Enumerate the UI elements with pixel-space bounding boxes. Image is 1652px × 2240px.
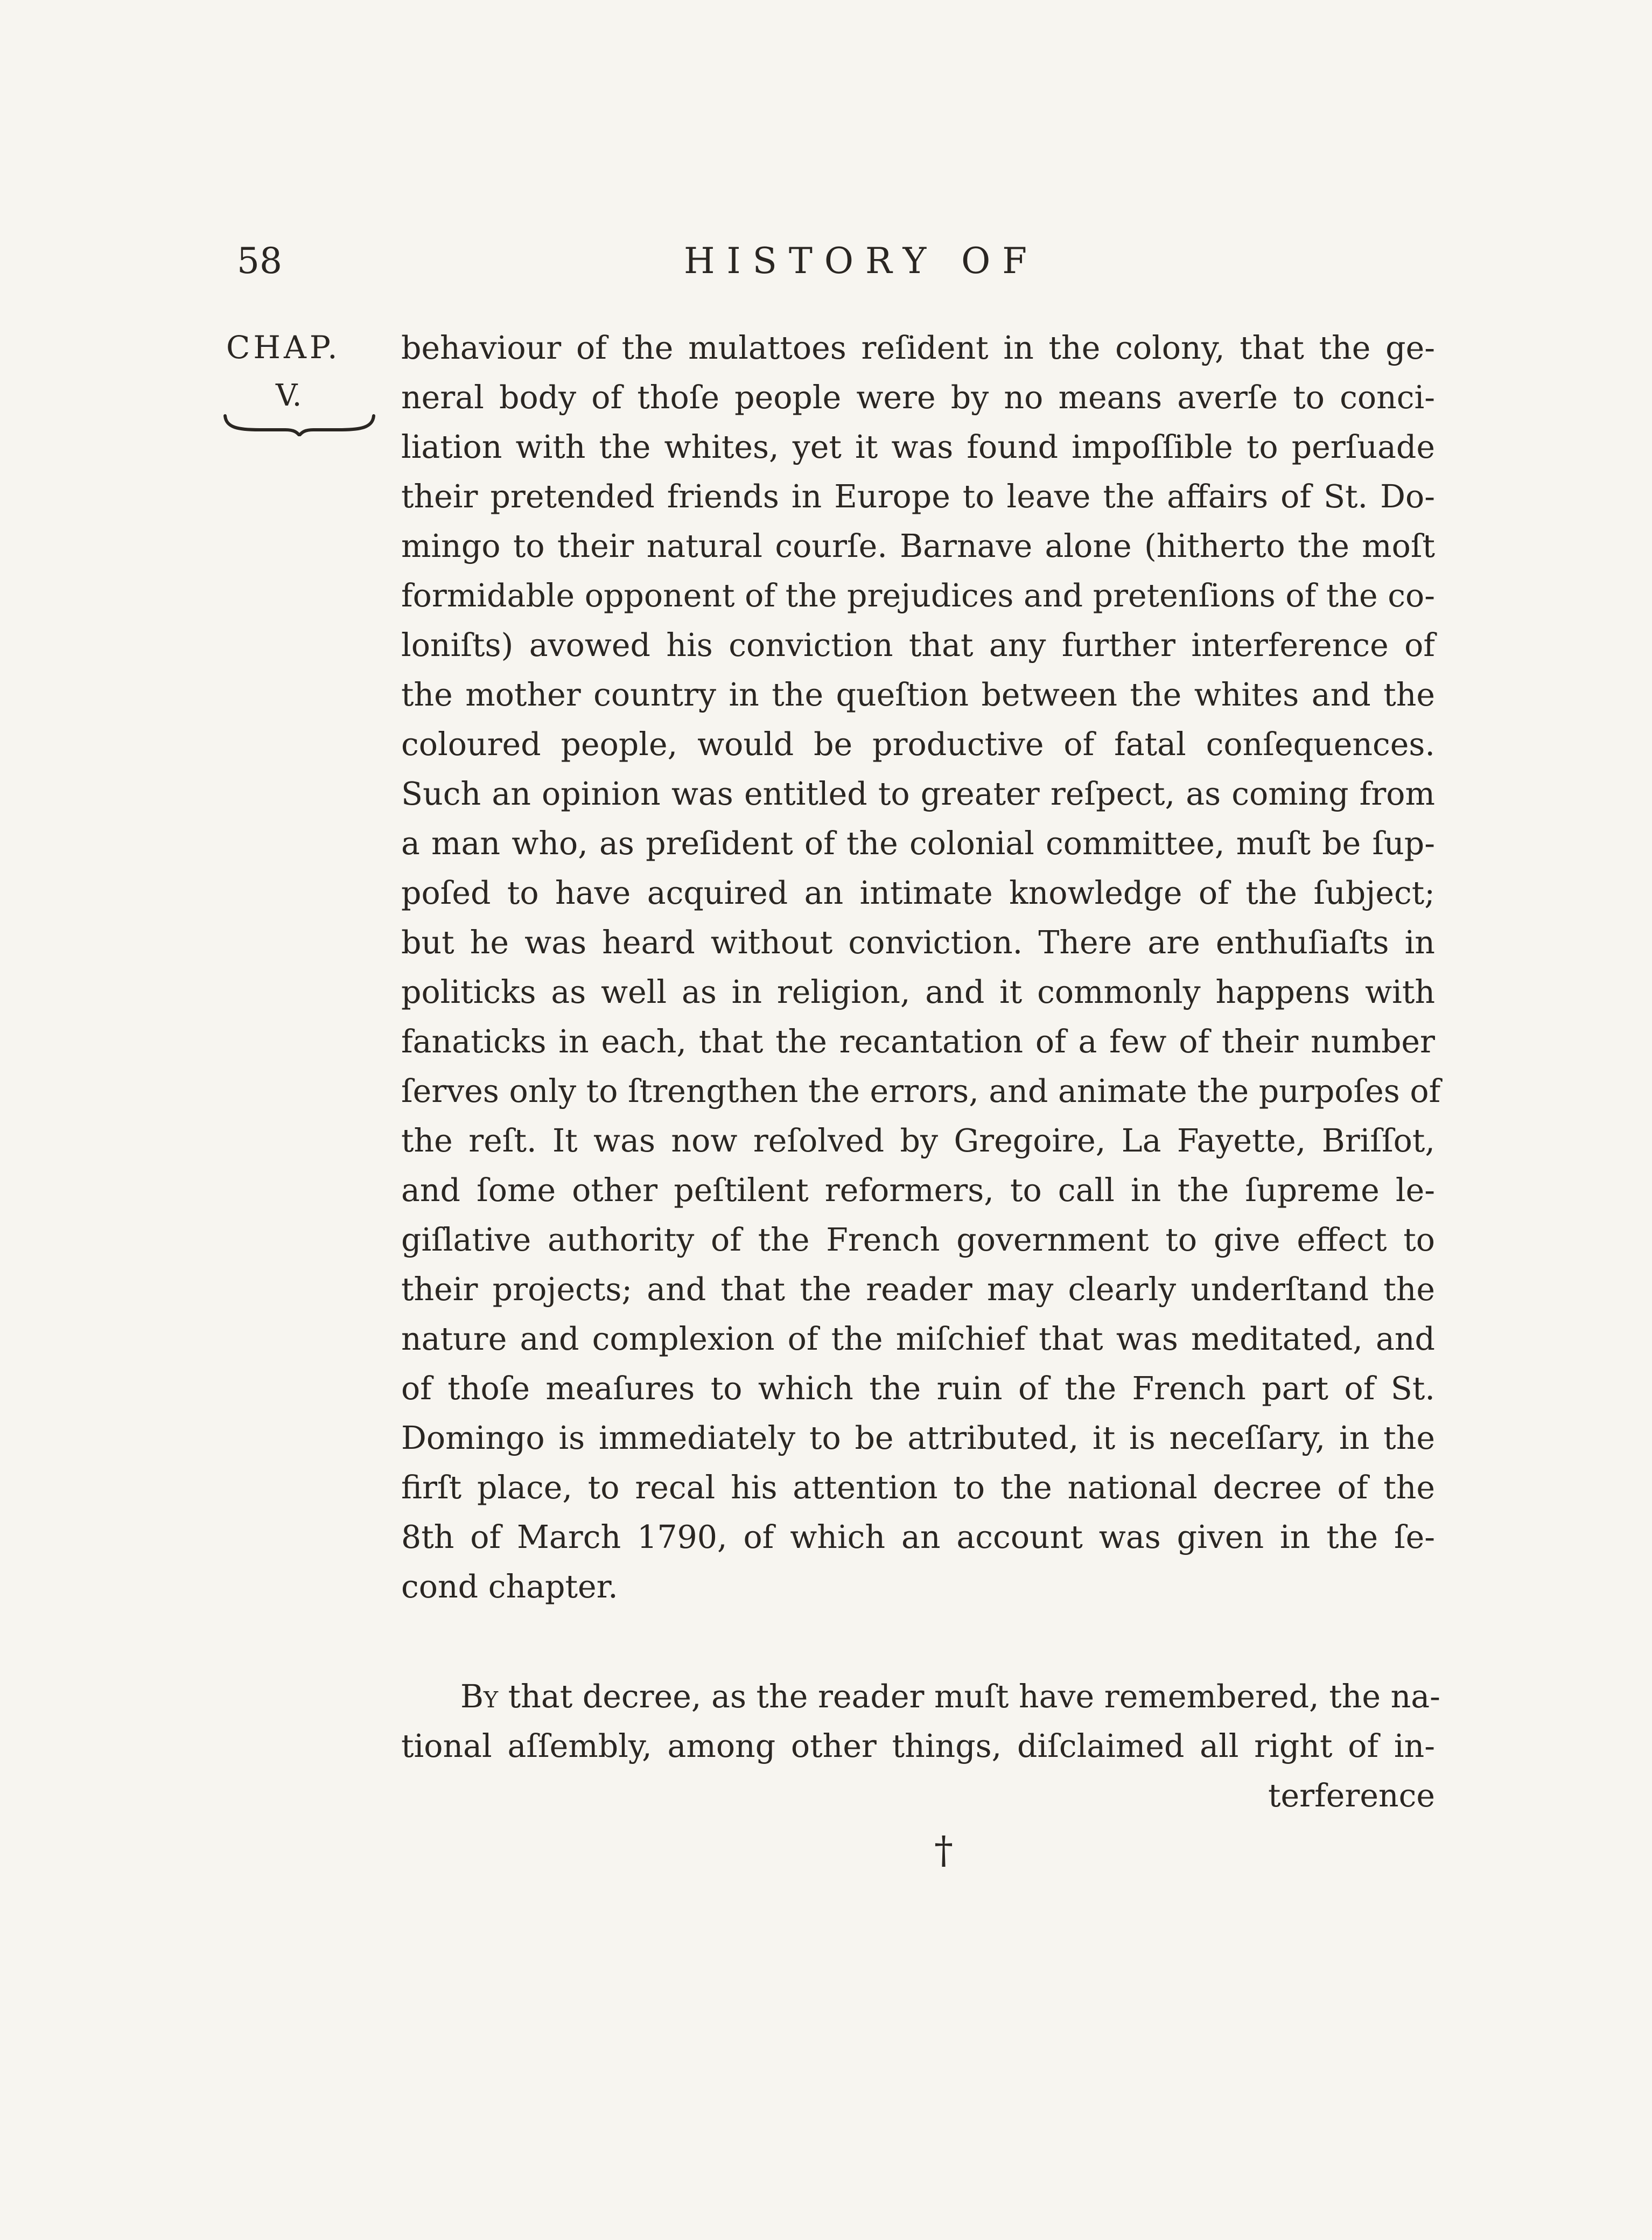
text-line: poſed to have acquired an intimate knowledge of the ſubject; [401, 875, 1435, 911]
text-line: Domingo is immediately to be attributed, it is neceſſary, in the [401, 1420, 1435, 1456]
catchword: terference [1268, 1777, 1435, 1814]
text-line: cond chapter. [401, 1568, 618, 1605]
text-line: fanaticks in each, that the recantation of a few of their number [401, 1023, 1435, 1060]
text-line: and ſome other peſtilent reformers, to call in the ſupreme le- [401, 1172, 1435, 1209]
text-line: ſerves only to ſtrengthen the errors, and animate the purpoſes of [401, 1073, 1441, 1109]
running-title: HISTORY OF [684, 240, 1039, 282]
chapter-brace-icon [222, 411, 377, 436]
text-line: the mother country in the queſtion between the whites and the [401, 676, 1435, 713]
text-line: the reſt. It was now reſolved by Gregoire, La Fayette, Briſſot, [401, 1122, 1435, 1159]
page-number: 58 [237, 240, 282, 282]
text-line: politicks as well as in religion, and it commonly happens with [401, 974, 1435, 1010]
text-line: liation with the whites, yet it was found impoſſible to perſuade [401, 429, 1435, 465]
paragraph-lead-in: By [460, 1678, 499, 1715]
text-line: mingo to their natural courſe. Barnave alone (hitherto the moſt [401, 528, 1435, 564]
text-line: behaviour of the mulattoes reſident in the colony, that the ge- [401, 330, 1435, 366]
text-line: their projects; and that the reader may clearly underſtand the [401, 1271, 1435, 1308]
text-line: giſlative authority of the French government to give effect to [401, 1222, 1435, 1258]
chapter-number: V. [276, 378, 302, 413]
text-line: formidable opponent of the prejudices and pretenſions of the co- [401, 577, 1435, 614]
text-line: loniſts) avowed his conviction that any further interference of [401, 627, 1435, 664]
signature-mark: † [934, 1828, 953, 1872]
text-line: their pretended friends in Europe to leave the affairs of St. Do- [401, 478, 1435, 515]
text-line: of thoſe meaſures to which the ruin of the French part of St. [401, 1370, 1435, 1407]
text-line: tional aſſembly, among other things, diſclaimed all right of in- [401, 1728, 1435, 1764]
text-line: but he was heard without conviction. There are enthuſiaſts in [401, 924, 1435, 961]
text-line: coloured people, would be productive of fatal conſequences. [401, 726, 1435, 763]
text-line: 8th of March 1790, of which an account was given in the ſe- [401, 1519, 1435, 1555]
text-line: firſt place, to recal his attention to the national decree of the [401, 1469, 1435, 1506]
text-line: nature and complexion of the miſchief that was meditated, and [401, 1321, 1435, 1357]
text-line: that decree, as the reader muſt have remembered, the na- [508, 1678, 1440, 1715]
chapter-label: CHAP. [226, 329, 341, 366]
paragraph-opening-line [460, 1672, 1440, 1721]
text-line: neral body of thoſe people were by no means averſe to conci- [401, 379, 1435, 416]
text-line: Such an opinion was entitled to greater reſpect, as coming from [401, 776, 1435, 812]
text-line: a man who, as preſident of the colonial committee, muſt be ſup- [401, 825, 1435, 862]
